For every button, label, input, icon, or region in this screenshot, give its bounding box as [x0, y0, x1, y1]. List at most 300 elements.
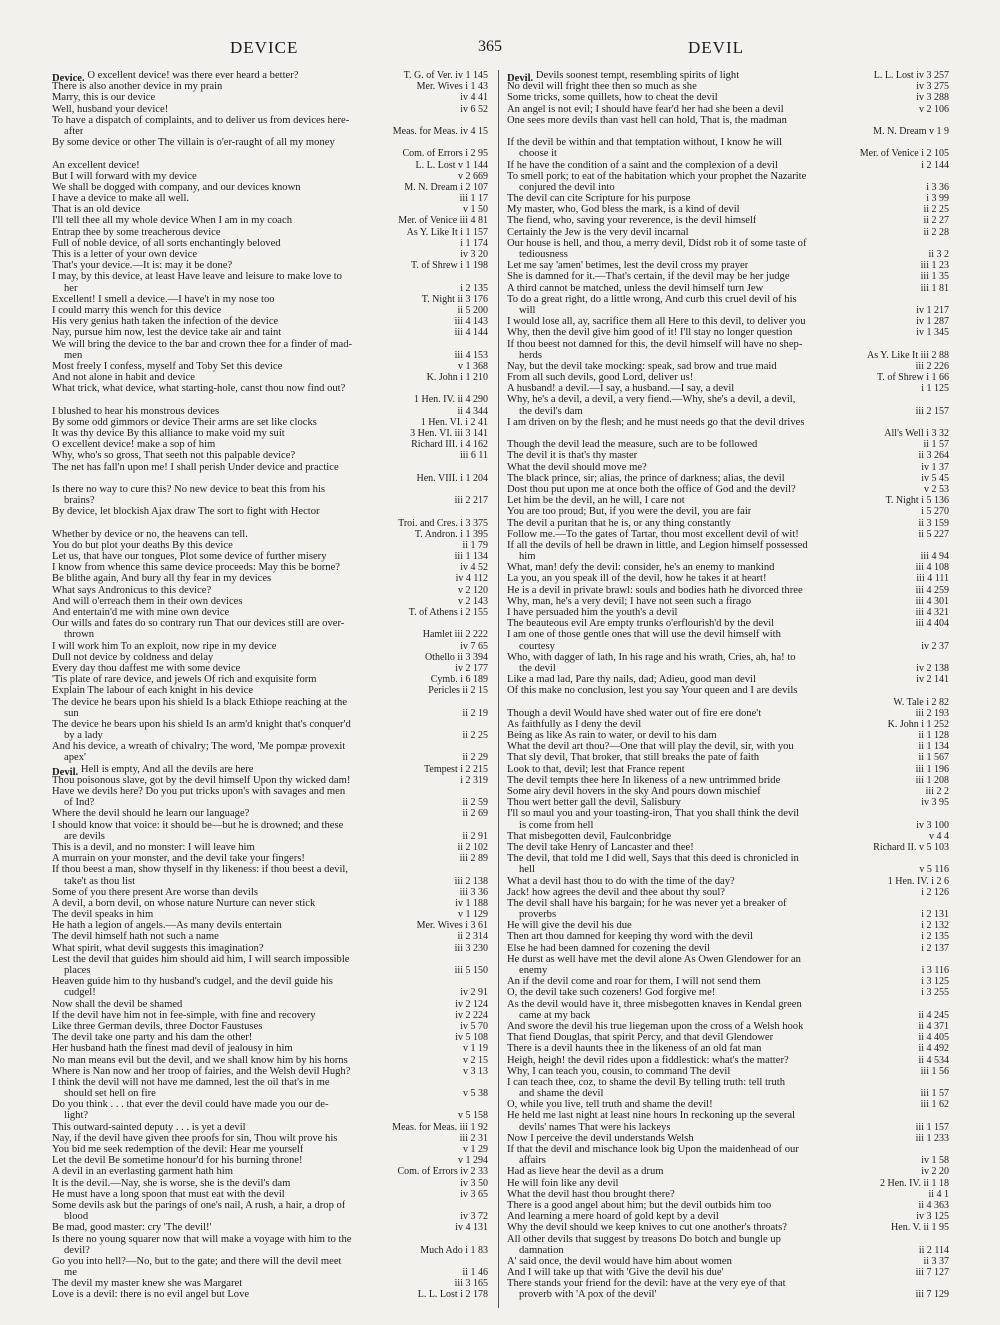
play-reference: ii 4 363	[918, 1199, 949, 1211]
play-reference: iv 2 141	[916, 674, 949, 686]
quotation-text: A devil in an everlasting garment hath him	[52, 1166, 233, 1178]
play-reference: iii 2 2	[925, 786, 949, 797]
quotation-line	[52, 1032, 488, 1043]
play-reference: ii 2 314	[457, 931, 488, 943]
quotation-line	[52, 227, 488, 238]
play-reference: M. N. Dream v 1 9	[873, 125, 949, 137]
quotation-line	[52, 215, 488, 226]
play-reference: As Y. Like It i 1 157	[406, 226, 488, 238]
play-reference: ii 2 102	[457, 841, 488, 853]
play-reference: iii 1 233	[915, 1132, 949, 1144]
quotation-text: The devil shall have his bargain; for he was never yet a breaker of	[507, 897, 787, 909]
play-reference: iii 2 138	[454, 875, 488, 887]
quotation-text: Being as like As rain to water, or devil to his dam	[507, 730, 717, 742]
quotation-text: O excellent device! make a sop of him	[52, 439, 216, 451]
quotation-line	[507, 1278, 949, 1289]
quotation-line	[52, 1189, 488, 1200]
quotation-line	[52, 943, 488, 954]
quotation-line	[507, 1099, 949, 1110]
play-reference: Mer. Wives i 1 43	[416, 81, 488, 93]
play-reference: ii 4 534	[918, 1054, 949, 1066]
quotation-line	[507, 339, 949, 350]
quotation-text: I should know that voice: it should be—but he is drowned; and these	[52, 819, 344, 831]
quotation-line	[52, 909, 488, 920]
play-reference: iii 1 196	[915, 763, 949, 775]
play-reference: iii 4 108	[915, 562, 949, 574]
quotation-line	[507, 1077, 949, 1088]
quotation-line	[507, 417, 949, 428]
play-reference: v 5 116	[919, 864, 949, 876]
quotation-text: and shame the devil	[519, 1088, 604, 1100]
quotation-line	[507, 540, 949, 551]
quotation-line	[52, 1267, 488, 1278]
play-reference: ii 1 57	[923, 439, 949, 451]
play-reference: iv 2 224	[455, 1009, 488, 1021]
quotation-line	[507, 931, 949, 942]
quotation-line	[52, 1066, 488, 1077]
quotation-line	[507, 652, 949, 663]
play-reference: iv 2 37	[921, 640, 949, 652]
play-reference: v 1 368	[458, 360, 488, 372]
quotation-line	[507, 764, 949, 775]
quotation-text: Do you think . . . that ever the devil could have made you our de-	[52, 1099, 329, 1111]
quotation-text: will	[519, 304, 536, 316]
quotation-line	[52, 719, 488, 730]
quotation-text: courtesy	[519, 640, 555, 652]
quotation-line	[507, 708, 949, 719]
quotation-text: Let the devil Be sometime honour'd for his burning throne!	[52, 1155, 303, 1167]
quotation-text: Why the devil should we keep knives to cut one another's throats?	[507, 1222, 787, 1234]
quotation-line	[507, 629, 949, 640]
quotation-text: after	[64, 125, 84, 137]
play-reference: iv 7 65	[460, 640, 488, 652]
play-reference: iii 1 81	[920, 282, 949, 294]
quotation-text: Hell is empty, And all the devils are here	[80, 763, 254, 775]
play-reference: ii 4 245	[918, 1009, 949, 1021]
quotation-line	[52, 697, 488, 708]
play-reference: L. L. Lost iv 3 257	[873, 70, 949, 81]
play-reference: Othello ii 3 394	[424, 651, 488, 663]
quotation-line	[507, 495, 949, 506]
right-column	[507, 70, 949, 1310]
quotation-text: Thou wert better gall the devil, Salisbury	[507, 797, 681, 809]
quotation-text: Heaven guide him to thy husband's cudgel, and the devil guide his	[52, 976, 333, 988]
quotation-line	[52, 383, 488, 394]
quotation-text: A third cannot be matched, unless the devil himself turn Jew	[507, 282, 764, 294]
play-reference: ii 4 492	[918, 1043, 949, 1055]
quotation-line	[52, 898, 488, 909]
play-reference: ii 1 128	[918, 730, 949, 742]
quotation-line	[52, 641, 488, 652]
quotation-line	[507, 607, 949, 618]
play-reference: 1 Hen. IV. i 2 6	[887, 875, 949, 887]
quotation-line	[52, 1234, 488, 1245]
play-reference: iv 2 124	[455, 998, 488, 1010]
quotation-line	[507, 1021, 949, 1032]
quotation-line	[52, 316, 488, 327]
quotation-line	[52, 1222, 488, 1233]
quotation-line	[52, 495, 488, 506]
quotation-line	[507, 1289, 949, 1300]
quotation-line	[52, 260, 488, 271]
quotation-text: enemy	[519, 965, 548, 976]
quotation-line	[507, 316, 949, 327]
play-reference: iii 4 153	[454, 349, 488, 361]
play-reference: iv 4 131	[455, 1222, 488, 1234]
quotation-text: her	[64, 282, 78, 294]
quotation-text: The devil take one party and his dam the other!	[52, 1032, 253, 1044]
quotation-line	[507, 260, 949, 271]
play-reference: 1 Hen. IV. ii 4 290	[414, 394, 488, 406]
quotation-line	[507, 954, 949, 965]
play-reference: Troi. and Cres. i 3 375	[398, 517, 488, 529]
play-reference: iv 3 95	[921, 797, 949, 809]
play-reference: iii 7 129	[915, 1289, 949, 1301]
play-reference: iii 4 259	[915, 584, 949, 596]
play-reference: T. of Shrew i 1 198	[410, 260, 488, 272]
quotation-text: Look to that, devil; lest that France repent	[507, 763, 685, 775]
quotation-line	[507, 271, 949, 282]
play-reference: iii 4 144	[454, 327, 488, 339]
quotation-line	[507, 529, 949, 540]
play-reference: i 3 99	[926, 193, 949, 205]
play-reference: iii 5 150	[454, 965, 488, 976]
quotation-text: Entrap thee by some treacherous device	[52, 226, 221, 238]
play-reference: T. of Athens i 2 155	[408, 607, 488, 618]
quotation-line	[507, 484, 949, 495]
quotation-text: Nay, but the devil take mocking: speak, sad brow and true maid	[507, 360, 777, 372]
play-reference: ii 2 91	[462, 830, 488, 842]
quotation-line	[507, 1055, 949, 1066]
quotation-line	[507, 305, 949, 316]
play-reference: Cymb. i 6 189	[430, 674, 488, 686]
play-reference: T. G. of Ver. iv 1 145	[403, 70, 488, 81]
quotation-text: him	[519, 551, 536, 563]
play-reference: All's Well i 3 32	[884, 428, 949, 439]
quotation-text: Every day thou daffest me with some device	[52, 662, 241, 674]
quotation-text: If thou beest a man, show thyself in thy likeness: if thou beest a devil,	[52, 864, 348, 876]
play-reference: L. L. Lost v 1 144	[415, 159, 488, 171]
quotation-text: There is a good angel about him; but the devil outbids him too	[507, 1199, 772, 1211]
quotation-text: Why, then the devil give him good of it! I'll stay no longer question	[507, 327, 793, 339]
play-reference: T. Night i 5 136	[885, 495, 949, 507]
quotation-text: Like three German devils, three Doctor Faustuses	[52, 1020, 263, 1032]
quotation-text: No devil will fright thee then so much as she	[507, 81, 697, 93]
play-reference: iii 4 404	[915, 618, 949, 630]
quotation-line	[507, 562, 949, 573]
play-reference: iii 6 11	[460, 450, 488, 462]
quotation-line	[52, 361, 488, 372]
quotation-text: The devil speaks in him	[52, 909, 154, 921]
quotation-text: To do a great right, do a little wrong, And curb this cruel devil of his	[507, 293, 797, 305]
quotation-line	[52, 1200, 488, 1211]
quotation-text: Dost thou put upon me at once both the office of God and the devil?	[507, 483, 796, 495]
quotation-text: conjured the devil into	[519, 181, 615, 193]
play-reference: ii 2 25	[462, 730, 488, 742]
quotation-line	[507, 641, 949, 652]
quotation-text: The devil himself hath not such a name	[52, 931, 219, 943]
quotation-text: His very genius hath taken the infection of the device	[52, 316, 279, 328]
quotation-line	[52, 137, 488, 148]
quotation-text: What the devil should move me?	[507, 461, 647, 473]
play-reference: ii 1 79	[462, 539, 488, 551]
play-reference: v 1 29	[463, 1144, 488, 1155]
quotation-line	[52, 1043, 488, 1054]
play-reference: iii 1 157	[915, 1121, 949, 1133]
quotation-line	[52, 249, 488, 260]
quotation-text: The devil tempts thee here In likeness of a new untrimmed bride	[507, 774, 781, 786]
play-reference: iv 3 100	[916, 819, 949, 831]
quotation-line	[52, 104, 488, 115]
play-reference: Com. of Errors iv 2 33	[397, 1166, 488, 1178]
quotation-text: Our wills and fates do so contrary run That our devices still are over-	[52, 618, 345, 630]
quotation-text: hell	[519, 864, 535, 876]
quotation-line	[52, 1211, 488, 1222]
quotation-line	[52, 540, 488, 551]
quotation-text: A' said once, the devil would have him about women	[507, 1255, 732, 1267]
quotation-text: The devil take Henry of Lancaster and thee!	[507, 841, 694, 853]
quotation-text: I would lose all, ay, sacrifice them all Here to this devil, to deliver you	[507, 316, 806, 328]
quotation-text: All other devils that suggest by treasons Do botch and bungle up	[507, 1233, 781, 1245]
play-reference: i 1 174	[460, 237, 488, 249]
quotation-text: devils' names That were his lackeys	[519, 1121, 671, 1133]
quotation-text: And entertain'd me with mine own device	[52, 607, 230, 618]
quotation-text: brains?	[64, 495, 95, 507]
play-reference: iv 3 288	[916, 92, 949, 104]
quotation-text: Though the devil lead the measure, such are to be followed	[507, 439, 758, 451]
quotation-text: Where is Nan now and her troop of fairies, and the Welsh devil Hugh?	[52, 1065, 351, 1077]
quotation-line	[507, 1043, 949, 1054]
play-reference: ii 3 37	[923, 1255, 949, 1267]
quotation-text: If all the devils of hell be drawn in little, and Legion himself possessed	[507, 539, 808, 551]
quotation-line	[507, 1155, 949, 1166]
play-reference: iii 7 127	[915, 1267, 949, 1279]
quotation-text: He is a devil in private brawl: souls and bodies hath he divorced three	[507, 584, 803, 596]
left-column	[52, 70, 488, 1310]
play-reference: Much Ado i 1 83	[420, 1244, 488, 1256]
quotation-text: The net has fall'n upon me! I shall perish Under device and practice	[52, 461, 339, 473]
quotation-text: O excellent device! was there ever heard a better?	[87, 70, 299, 81]
quotation-text: Why, I can teach you, cousin, to command The devil	[507, 1065, 731, 1077]
play-reference: ii 2 29	[462, 752, 488, 764]
play-reference: ii 2 59	[462, 797, 488, 809]
quotation-line	[52, 450, 488, 461]
play-reference: iv 5 70	[460, 1020, 488, 1032]
play-reference: ii 1 567	[918, 752, 949, 764]
quotation-text: The devil can cite Scripture for his purpose	[507, 193, 691, 205]
play-reference: i 3 36	[926, 181, 949, 193]
quotation-text: That is an old device	[52, 204, 141, 216]
quotation-line	[52, 160, 488, 171]
page-header	[0, 38, 1000, 62]
play-reference: iii 1 35	[920, 271, 949, 283]
play-reference: ii 3 264	[918, 450, 949, 462]
quotation-text: Well, husband your device!	[52, 103, 169, 115]
quotation-text: Whether by device or no, the heavens can tell.	[52, 528, 248, 540]
quotation-line	[52, 808, 488, 819]
quotation-text: What says Andronicus to this device?	[52, 584, 212, 596]
quotation-line	[507, 730, 949, 741]
quotation-line	[507, 842, 949, 853]
quotation-text: cudgel!	[64, 987, 96, 999]
quotation-line	[507, 148, 949, 159]
quotation-text: Most freely I confess, myself and Toby Set this device	[52, 360, 283, 372]
quotation-text: I can teach thee, coz, to shame the devil By telling truth: tell truth	[507, 1076, 785, 1088]
quotation-text: Full of noble device, of all sorts enchantingly beloved	[52, 237, 281, 249]
quotation-line	[507, 618, 949, 629]
quotation-text: Be mad, good master: cry 'The devil!'	[52, 1222, 212, 1234]
column-divider	[498, 70, 499, 1308]
quotation-line	[52, 786, 488, 797]
quotation-text: devil?	[64, 1244, 90, 1256]
quotation-text: light?	[64, 1110, 89, 1122]
quotation-line	[507, 1144, 949, 1155]
quotation-line	[52, 831, 488, 842]
quotation-line	[507, 450, 949, 461]
quotation-text: I may, by this device, at least Have leave and leisure to make love to	[52, 271, 342, 283]
quotation-line	[52, 920, 488, 931]
quotation-line	[507, 1133, 949, 1144]
play-reference: Mer. Wives i 3 61	[416, 920, 488, 932]
quotation-line	[52, 126, 488, 137]
play-reference: iii 1 23	[920, 260, 949, 272]
quotation-text: The devil a puritan that he is, or any thing constantly	[507, 517, 731, 529]
play-reference: i 2 137	[921, 942, 949, 954]
quotation-text: I have a device to make all well.	[52, 193, 190, 205]
quotation-line	[507, 406, 949, 417]
quotation-line	[52, 954, 488, 965]
quotation-line	[52, 965, 488, 976]
play-reference: iv 6 52	[460, 103, 488, 115]
quotation-line	[507, 1222, 949, 1233]
quotation-line	[52, 529, 488, 540]
quotation-text: A devil, a born devil, on whose nature Nurture can never stick	[52, 897, 316, 909]
quotation-text: There stands your friend for the devil: have at the very eye of that	[507, 1278, 786, 1290]
quotation-text: Where the devil should he learn our language?	[52, 808, 250, 820]
quotation-text: He will foin like any devil	[507, 1177, 619, 1189]
quotation-text: Now shall the devil be shamed	[52, 998, 183, 1010]
quotation-text: An excellent device!	[52, 159, 140, 171]
quotation-line	[52, 741, 488, 752]
quotation-text: herds	[519, 349, 542, 361]
quotation-text: the devil's dam	[519, 405, 583, 417]
play-reference: iii 1 56	[920, 1065, 949, 1077]
quotation-line	[52, 663, 488, 674]
quotation-text: Why, he's a devil, a devil, a very fiend.—Why, she's a devil, a devil,	[507, 394, 796, 406]
quotation-line	[507, 1234, 949, 1245]
quotation-line	[507, 1122, 949, 1133]
quotation-text: O, while you live, tell truth and shame the devil!	[507, 1099, 713, 1111]
quotation-text: choose it	[519, 148, 557, 160]
play-reference: iii 2 226	[915, 360, 949, 372]
quotation-line	[507, 1211, 949, 1222]
play-reference: iii 1 57	[920, 1088, 949, 1100]
quotation-line	[52, 1088, 488, 1099]
play-reference: iii 2 89	[459, 853, 488, 865]
quotation-line	[52, 428, 488, 439]
quotation-line	[52, 999, 488, 1010]
quotation-line	[507, 227, 949, 238]
quotation-text: That sly devil, That broker, that still breaks the pate of faith	[507, 752, 760, 764]
quotation-text: I'll tell thee all my whole device When I am in my coach	[52, 215, 292, 227]
quotation-line	[52, 171, 488, 182]
play-reference: i 2 135	[460, 282, 488, 294]
quotation-text: Is there no young squarer now that will make a voyage with him to the	[52, 1233, 352, 1245]
quotation-text: Explain The labour of each knight in his device	[52, 685, 254, 697]
quotation-text: He hath a legion of angels.—As many devils entertain	[52, 920, 282, 932]
play-reference: iii 4 301	[915, 595, 949, 607]
quotation-line	[52, 775, 488, 786]
play-reference: i 2 126	[921, 886, 949, 898]
quotation-line	[507, 283, 949, 294]
play-reference: ii 3 159	[918, 517, 949, 529]
play-reference: iii 4 143	[454, 316, 488, 328]
play-reference: iv 2 20	[921, 1166, 949, 1178]
play-reference: v 2 120	[458, 584, 488, 596]
quotation-line	[507, 808, 949, 819]
quotation-line	[507, 1189, 949, 1200]
quotation-text: should set hell on fire	[64, 1088, 156, 1100]
play-reference: ii 2 69	[462, 808, 488, 820]
quotation-text: Love is a devil: there is no evil angel but Love	[52, 1289, 250, 1301]
play-reference: i 2 132	[921, 920, 949, 932]
quotation-line	[52, 1010, 488, 1021]
play-reference: v 4 4	[929, 830, 949, 842]
play-reference: iii 2 157	[915, 405, 949, 417]
play-reference: L. L. Lost i 2 178	[417, 1289, 488, 1301]
play-reference: T. Andron. i 1 395	[414, 528, 488, 540]
play-reference: 2 Hen. IV. ii 1 18	[880, 1177, 949, 1189]
quotation-text: affairs	[519, 1155, 546, 1167]
play-reference: v 1 50	[463, 204, 488, 216]
play-reference: T. Night ii 3 176	[421, 293, 488, 305]
right-running-head: DEVIL	[688, 38, 744, 57]
play-reference: iv 1 37	[921, 461, 949, 473]
quotation-line	[52, 876, 488, 887]
quotation-text: Have we devils here? Do you put tricks upon's with savages and men	[52, 786, 346, 797]
play-reference: i 2 135	[921, 931, 949, 943]
quotation-line	[507, 741, 949, 752]
quotation-text: Had as lieve hear the devil as a drum	[507, 1166, 664, 1178]
quotation-line	[52, 148, 488, 159]
quotation-text: Excellent! I smell a device.—I have't in my nose too	[52, 293, 275, 305]
play-reference: iv 3 20	[460, 249, 488, 260]
quotation-line	[507, 462, 949, 473]
play-reference: iv 3 50	[460, 1177, 488, 1189]
quotation-line	[52, 820, 488, 831]
quotation-line	[507, 1088, 949, 1099]
play-reference: v 5 38	[463, 1088, 488, 1100]
play-reference: iv 3 72	[460, 1211, 488, 1223]
quotation-line	[507, 1267, 949, 1278]
quotation-text: The fiend, who, saving your reverence, is the devil himself	[507, 215, 757, 227]
play-reference: ii 4 1	[928, 1188, 949, 1200]
quotation-text: This is a letter of your own device	[52, 249, 198, 260]
quotation-line	[52, 1245, 488, 1256]
quotation-text: places	[64, 965, 91, 976]
headword: Devil.	[52, 766, 79, 778]
quotation-line	[507, 104, 949, 115]
play-reference: iii 2 217	[454, 495, 488, 507]
quotation-text: From all such devils, good Lord, deliver us!	[507, 372, 694, 384]
play-reference: iv 1 58	[921, 1155, 949, 1167]
quotation-line	[52, 730, 488, 741]
quotation-line	[52, 92, 488, 103]
quotation-text: I could marry this wench for this device	[52, 304, 222, 316]
quotation-text: What trick, what device, what starting-hole, canst thou now find out?	[52, 383, 346, 395]
quotation-line	[507, 898, 949, 909]
quotation-text: One sees more devils than vast hell can hold, That is, the madman	[507, 114, 787, 126]
